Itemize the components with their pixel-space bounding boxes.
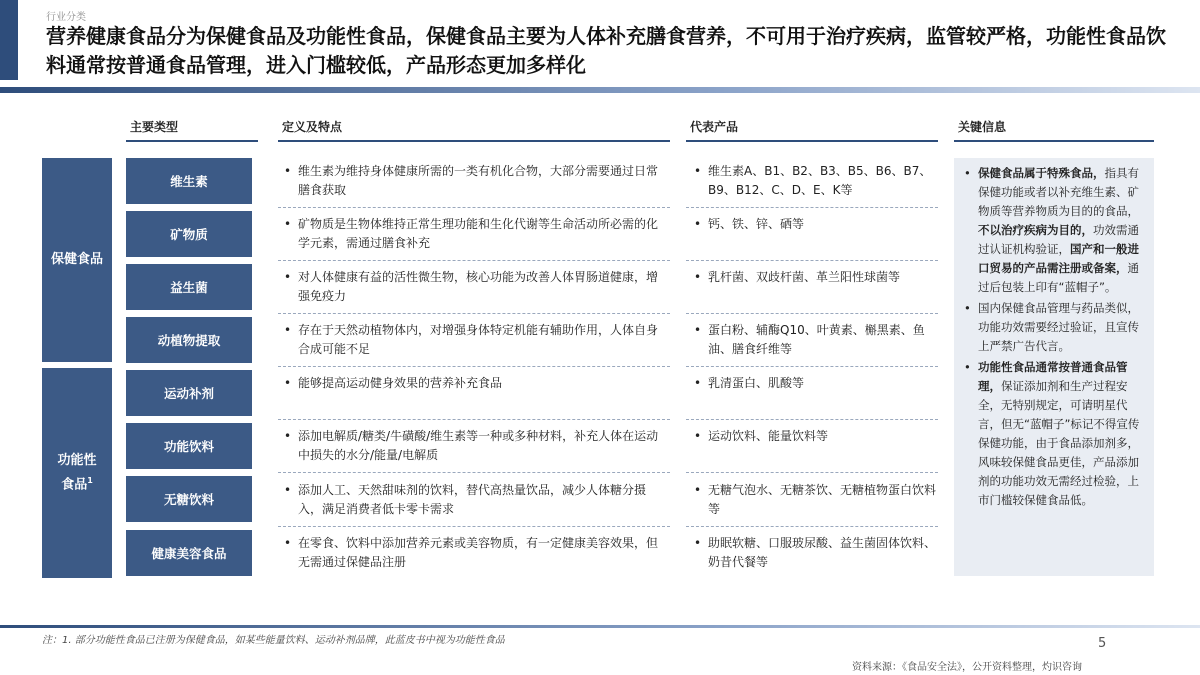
source-note: 资料来源：《食品安全法》，公开资料整理，灼识咨询 <box>852 662 1082 673</box>
definition-cell: • 维生素为维持身体健康所需的一类有机化合物，大部分需要通过日常膳食获取 <box>284 164 659 197</box>
row-divider <box>686 419 938 420</box>
bottom-divider <box>0 625 1200 628</box>
row-divider <box>686 366 938 367</box>
row-divider <box>278 313 670 314</box>
key-info-item: • 国内保健食品管理与药品类似，功能功效需要经过验证，且宣传上严禁广告代言。 <box>964 301 1139 353</box>
col-header-rule <box>278 140 670 142</box>
row-divider <box>278 366 670 367</box>
row-divider <box>278 419 670 420</box>
definition-cell: • 存在于天然动植物体内，对增强身体特定机能有辅助作用，人体自身合成可能不足 <box>284 323 659 356</box>
products-cell: • 维生素A、B1、B2、B3、B5、B6、B7、B9、B12、C、D、E、K等 <box>694 164 932 197</box>
top-divider <box>0 87 1200 93</box>
section-tag: 行业分类 <box>46 12 86 23</box>
col-header-rule <box>126 140 258 142</box>
type-box: 功能饮料 <box>126 423 252 469</box>
products-cell: • 无糖气泡水、无糖茶饮、无糖植物蛋白饮料等 <box>694 483 937 516</box>
type-box: 运动补剂 <box>126 370 252 416</box>
page-headline: 营养健康食品分为保健食品及功能性食品，保健食品主要为人体补充膳食营养，不可用于治疗疾病，监管较严格，功能性食品饮料通常按普通食品管理，进入门槛较低，产品形态更加多样化 <box>46 24 1166 77</box>
products-cell: • 乳杆菌、双歧杆菌、革兰阳性球菌等 <box>694 270 901 284</box>
products-cell: • 乳清蛋白、肌酸等 <box>694 376 805 390</box>
key-info-panel <box>954 158 1154 576</box>
type-box: 矿物质 <box>126 211 252 257</box>
group-health-food <box>42 158 112 362</box>
key-info-item: • 保健食品属于特殊食品，指具有保健功能或者以补充维生素、矿物质等营养物质为目的的食品，不以治疗疾病为目的，功效需通过认证机构验证，国产和一般进口贸易的产品需注册或备案，通过后包装上印有“蓝帽子”。 <box>964 166 1139 294</box>
type-box: 维生素 <box>126 158 252 204</box>
row-divider <box>278 472 670 473</box>
group-label: 保健食品 <box>50 252 103 267</box>
products-cell: • 助眠软糖、口服玻尿酸、益生菌固体饮料、奶昔代餐等 <box>694 536 937 569</box>
page-number: 5 <box>1098 636 1107 651</box>
accent-bar <box>0 0 18 80</box>
products-cell: • 运动饮料、能量饮料等 <box>694 429 829 443</box>
definition-cell: • 添加人工、天然甜味剂的饮料，替代高热量饮品，减少人体糖分摄入，满足消费者低卡零卡需求 <box>284 483 647 516</box>
col-header-rule <box>954 140 1154 142</box>
definition-cell: • 能够提高运动健身效果的营养补充食品 <box>284 376 503 390</box>
col-header-products: 代表产品 <box>690 120 739 134</box>
row-divider <box>278 260 670 261</box>
definition-cell: • 矿物质是生物体维持正常生理功能和生化代谢等生命活动所必需的化学元素，需通过膳食补充 <box>284 217 659 250</box>
footnote-mark: 1 <box>87 475 93 485</box>
type-box: 健康美容食品 <box>126 530 252 576</box>
group-label: 功能性食品$^1$ <box>57 452 97 493</box>
row-divider <box>686 207 938 208</box>
row-divider <box>686 260 938 261</box>
group-functional-food <box>42 368 112 578</box>
products-cell: • 蛋白粉、辅酶Q10、叶黄素、槲黑素、鱼油、膳食纤维等 <box>694 323 925 356</box>
definition-cell: • 对人体健康有益的活性微生物，核心功能为改善人体胃肠道健康，增强免疫力 <box>284 270 659 303</box>
type-box: 益生菌 <box>126 264 252 310</box>
products-cell: • 钙、铁、锌、硒等 <box>694 217 805 231</box>
definition-cell: • 添加电解质/糖类/牛磺酸/维生素等一种或多种材料，补充人体在运动中损失的水分/能量/电解质 <box>284 429 659 462</box>
row-divider <box>686 313 938 314</box>
row-divider <box>278 207 670 208</box>
definition-cell: • 在零食、饮料中添加营养元素或美容物质，有一定健康美容效果，但无需通过保健品注册 <box>284 536 659 569</box>
type-box: 动植物提取 <box>126 317 252 363</box>
row-divider <box>278 526 670 527</box>
col-header-type: 主要类型 <box>130 120 179 134</box>
type-box: 无糖饮料 <box>126 476 252 522</box>
col-header-rule <box>686 140 938 142</box>
footnote: 注：1. 部分功能性食品已注册为保健食品，如某些能量饮料、运动补剂品牌，此蓝皮书中视为功能性食品 <box>42 635 505 646</box>
row-divider <box>686 526 938 527</box>
row-divider <box>686 472 938 473</box>
col-header-definition: 定义及特点 <box>282 120 343 134</box>
col-header-key-info: 关键信息 <box>958 120 1007 134</box>
key-info-item: • 功能性食品通常按普通食品管理，保证添加剂和生产过程安全，无特别规定，可请明星代言，但无“蓝帽子”标记不得宣传保健功能，由于食品添加剂多，风味较保健食品更佳，产品添加剂的功能功效无需经过检验，上市门槛较保健食品低。 <box>964 360 1140 507</box>
